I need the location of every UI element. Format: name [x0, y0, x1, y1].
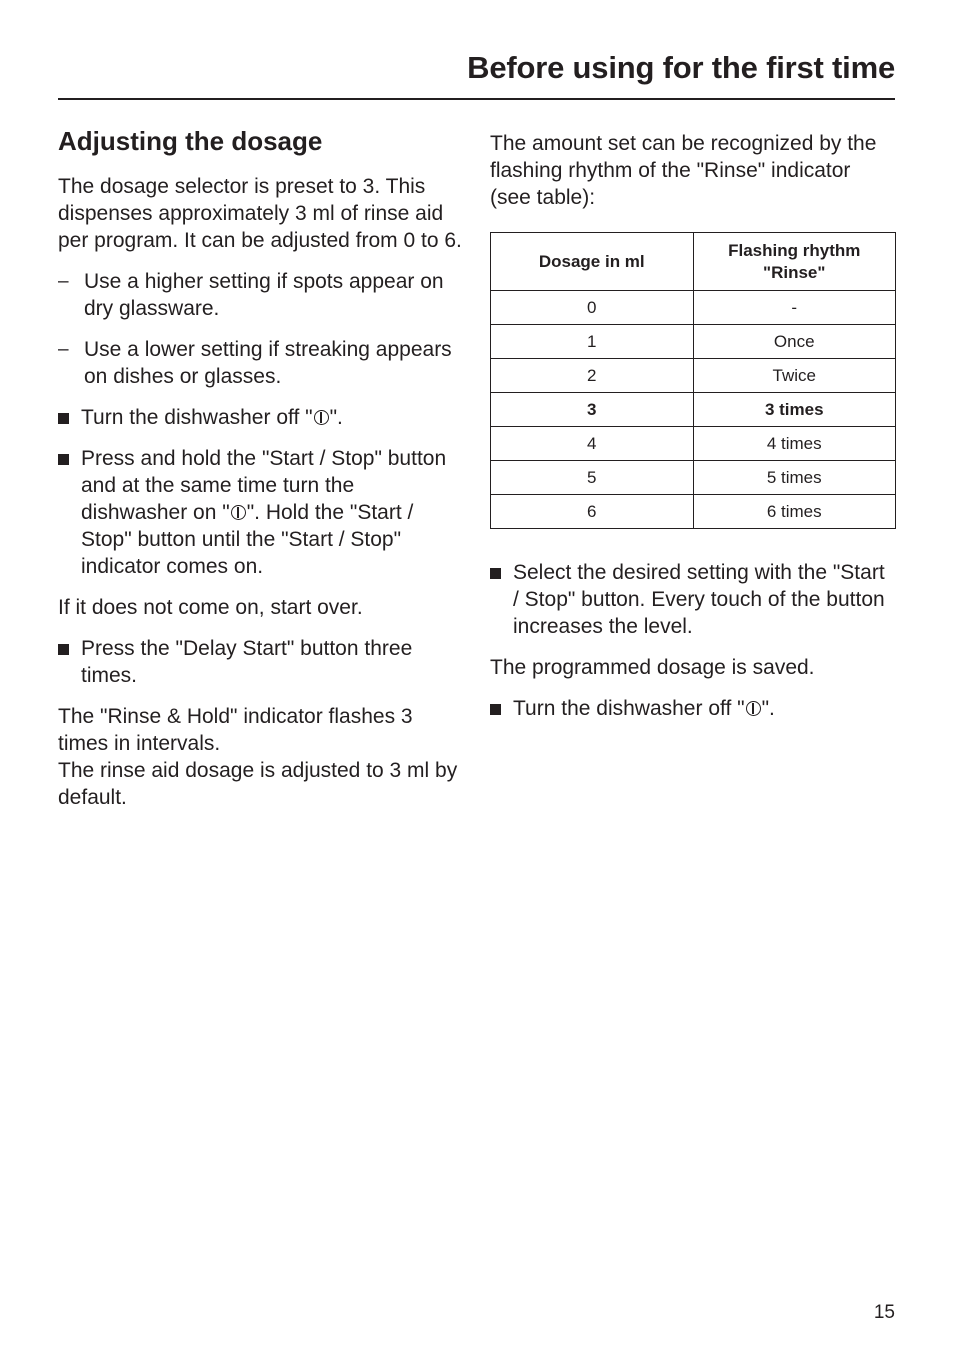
- table-cell-rhythm: 3 times: [693, 393, 896, 427]
- note-paragraph: If it does not come on, start over.: [58, 596, 363, 619]
- page-header-title: Before using for the first time: [467, 50, 895, 85]
- step-text-end: ". Hold the "Start / Stop" button until the "Start / Stop" indicator comes on.: [81, 501, 414, 578]
- dosage-table: [490, 232, 896, 529]
- table-cell-dosage: 4: [491, 427, 694, 461]
- table-cell-dosage: 1: [491, 325, 694, 359]
- step-delay-start: [58, 635, 463, 689]
- step-press-and-hold: [58, 445, 463, 580]
- table-cell-rhythm: -: [693, 291, 896, 325]
- dash-bullet: –: [58, 271, 69, 292]
- step-text: Press and hold the "Start / Stop" button and at the same time turn the dishwasher on ": [81, 447, 447, 524]
- table-cell-dosage: 5: [491, 461, 694, 495]
- table-cell-rhythm: 5 times: [693, 461, 896, 495]
- power-on-off-icon: [314, 410, 329, 425]
- step-text-end: ".: [761, 697, 775, 720]
- intro-paragraph: The dosage selector is preset to 3. This dispenses approximately 3 ml of rinse aid per program. It can be adjusted from 0 to 6.: [58, 175, 462, 252]
- step-turn-off: [58, 404, 463, 431]
- table-row: [491, 495, 896, 529]
- dash-list-item: [58, 336, 463, 390]
- dash-list-item: [58, 268, 463, 322]
- result-line-1: The "Rinse & Hold" indicator flashes 3 times in intervals.: [58, 705, 413, 755]
- right-column-lower: [490, 559, 896, 736]
- table-row: [491, 359, 896, 393]
- step-text: Select the desired setting with the "Start / Stop" button. Every touch of the button increases the level.: [513, 561, 885, 638]
- step-text: Turn the dishwasher off ": [81, 406, 313, 429]
- square-bullet-icon: [58, 413, 69, 424]
- section-title: Adjusting the dosage: [58, 126, 323, 156]
- step-text: Turn the dishwasher off ": [513, 697, 745, 720]
- dash-bullet: –: [58, 339, 69, 360]
- square-bullet-icon: [490, 568, 501, 579]
- table-header-dosage: Dosage in ml: [491, 233, 694, 291]
- table-cell-dosage: 6: [491, 495, 694, 529]
- table-cell-dosage: 0: [491, 291, 694, 325]
- left-column: [58, 124, 463, 811]
- square-bullet-icon: [58, 644, 69, 655]
- table-cell-dosage: 3: [491, 393, 694, 427]
- table-cell-rhythm: Once: [693, 325, 896, 359]
- table-row: [491, 325, 896, 359]
- table-row: [491, 427, 896, 461]
- saved-paragraph: The programmed dosage is saved.: [490, 656, 815, 679]
- step-text: Press the "Delay Start" button three times.: [81, 637, 413, 687]
- table-cell-dosage: 2: [491, 359, 694, 393]
- step-text-end: ".: [329, 406, 343, 429]
- table-cell-rhythm: Twice: [693, 359, 896, 393]
- right-column: [490, 130, 896, 211]
- table-intro-paragraph: The amount set can be recognized by the flashing rhythm of the "Rinse" indicator (see table):: [490, 132, 877, 209]
- result-line-2: The rinse aid dosage is adjusted to 3 ml by default.: [58, 759, 458, 809]
- header-rule: [58, 98, 895, 100]
- table-header-rhythm: Flashing rhythm "Rinse": [693, 233, 896, 291]
- square-bullet-icon: [58, 454, 69, 465]
- step-select-setting: [490, 559, 896, 640]
- dash-item-text: Use a higher setting if spots appear on dry glassware.: [84, 270, 444, 320]
- table-cell-rhythm: 6 times: [693, 495, 896, 529]
- table-row: [491, 461, 896, 495]
- square-bullet-icon: [490, 704, 501, 715]
- table-row: [491, 291, 896, 325]
- power-on-off-icon: [746, 701, 761, 716]
- table-row-default: [491, 393, 896, 427]
- power-on-off-icon: [231, 505, 246, 520]
- dash-item-text: Use a lower setting if streaking appears on dishes or glasses.: [84, 338, 452, 388]
- step-turn-off-final: [490, 695, 896, 722]
- table-header-row: [491, 233, 896, 291]
- table-cell-rhythm: 4 times: [693, 427, 896, 461]
- page-number: 15: [873, 1302, 895, 1323]
